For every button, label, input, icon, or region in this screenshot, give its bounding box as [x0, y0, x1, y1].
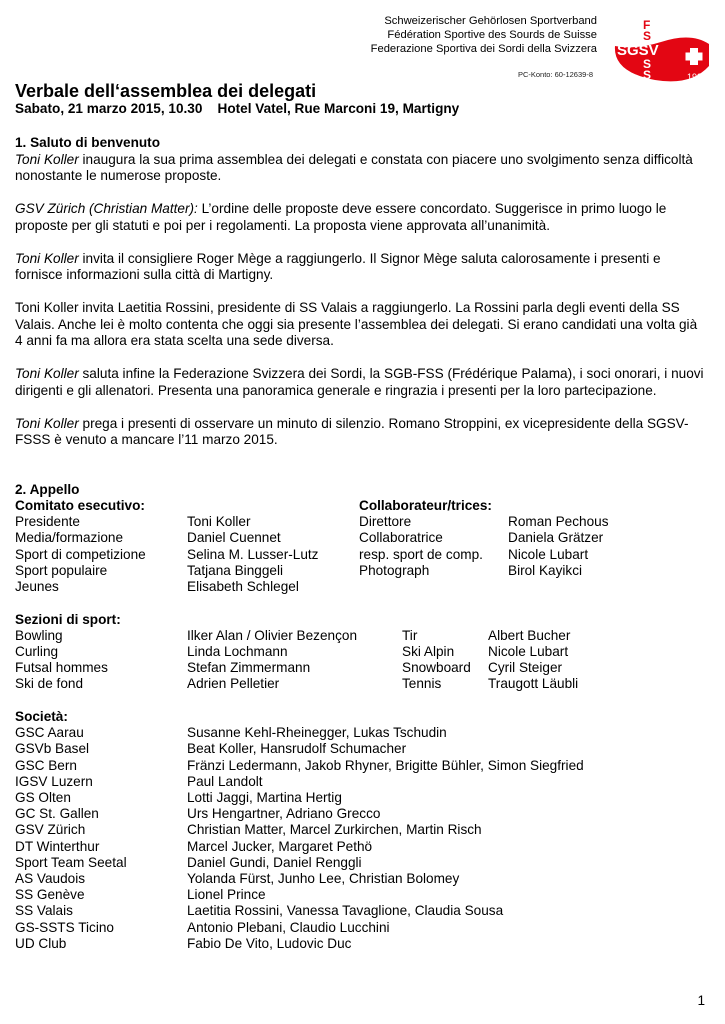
paragraph-6: Toni Koller prega i presenti di osservare un minuto di silenzio. Romano Stroppini, ex vicepresidente della SGSV-FSSS è venuto a mancare l’11 marzo 2015. [15, 415, 689, 447]
table-row: GS-SSTS Ticino Antonio Plebani, Claudio Lucchini [15, 919, 390, 935]
logo-letter-4: S [643, 68, 652, 82]
organization-names [371, 14, 597, 56]
comitato-table [15, 498, 705, 595]
collab-heading: Collaborateur/trices: [359, 498, 492, 513]
document-body [15, 135, 705, 952]
societa-table [15, 709, 705, 952]
section-2-heading: 2. Appello [15, 481, 80, 497]
table-row: SS Valais Laetitia Rossini, Vanessa Tavaglione, Claudia Sousa [15, 903, 504, 919]
table-row: Sport di competizione Selina M. Lusser-Lutz resp. sport de comp. Nicole Lubart [15, 546, 589, 562]
table-row: Media/formazione Daniel Cuennet Collaboratrice Daniela Grätzer [15, 530, 604, 546]
section-1-heading: 1. Saluto di benvenuto [15, 135, 161, 150]
paragraph-3: Toni Koller invita il consigliere Roger Mège a raggiungerlo. Il Signor Mège saluta calorosamente i presenti e fornisce informazioni sulla città di Martigny. [15, 250, 661, 282]
table-row: DT Winterthur Marcel Jucker, Margaret Pethö [15, 838, 373, 854]
speaker-name: Toni Koller [15, 366, 79, 381]
speaker-name: Toni Koller [15, 415, 79, 431]
sezioni-table [15, 612, 705, 693]
table-row: Curling Linda Lochmann Ski Alpin Nicole Lubart [15, 644, 569, 659]
sezioni-heading: Sezioni di sport: [15, 611, 121, 627]
paragraph-4: Toni Koller invita Laetitia Rossini, presidente di SS Valais a raggiungerlo. La Rossini parla degli eventi della SS Valais. Anche lei è molto contenta che oggi sia presente l’assemblea dei delegati. Si erano candidati una volta già 4 anni fa ma allora era stata scelta una sede diversa. [15, 300, 698, 348]
table-row: UD Club Fabio De Vito, Ludovic Duc [15, 935, 352, 951]
table-row: Bowling Ilker Alan / Olivier Bezençon Tir Albert Bucher [15, 627, 571, 643]
comitato-heading: Comitato esecutivo: [15, 498, 145, 513]
table-row: Ski de fond Adrien Pelletier Tennis Traugott Läubli [15, 676, 579, 692]
speaker-name: Toni Koller [15, 151, 79, 167]
org-name-it: Federazione Sportiva dei Sordi della Svizzera [370, 43, 597, 55]
table-row: GS Olten Lotti Jaggi, Martina Hertig [15, 790, 342, 805]
speaker-name: Toni Koller [15, 250, 79, 266]
table-row: Presidente Toni Koller Direttore Roman Pechous [15, 514, 609, 530]
table-row: GC St. Gallen Urs Hengartner, Adriano Grecco [15, 806, 381, 822]
logo-letter-3: S [643, 57, 652, 71]
paragraph-5: Toni Koller saluta infine la Federazione Svizzera dei Sordi, la SGB-FSS (Frédérique Palama), i soci onorari, i nuovi dirigenti e gli allenatori. Presenta una panoramica generale e ringrazia i presenti per la loro partecipazione. [15, 366, 704, 398]
speaker-name: GSV Zürich (Christian Matter): [15, 201, 198, 216]
logo-letter-2: S [643, 29, 652, 43]
table-row: GSC Bern Fränzi Ledermann, Jakob Rhyner, Brigitte Bühler, Simon Siegfried [15, 757, 584, 773]
paragraph-2: GSV Zürich (Christian Matter): L’ordine delle proposte deve essere concordato. Suggerisce in primo luogo le proposte per gli statuti e poi per i regolamenti. La proposta viene approvata all’unanimità. [15, 201, 667, 233]
societa-heading: Società: [15, 709, 68, 725]
table-row: GSC Aarau Susanne Kehl-Rheinegger, Lukas Tschudin [15, 725, 447, 741]
table-row: IGSV Luzern Paul Landolt [15, 773, 263, 789]
paragraph-1: Toni Koller inaugura la sua prima assemblea dei delegati e constata con piacere uno svolgimento senza difficoltà nonostante le numerose proposte. [15, 151, 693, 183]
logo-year: 1930 [687, 72, 708, 82]
table-row: GSV Zürich Christian Matter, Marcel Zurkirchen, Martin Risch [15, 822, 482, 838]
page-number: 1 [697, 993, 705, 1008]
table-row: Sport Team Seetal Daniel Gundi, Daniel Renggli [15, 854, 362, 870]
org-name-de: Schweizerischer Gehörlosen Sportverband [384, 15, 597, 27]
logo-text: SGSV [617, 42, 659, 59]
table-row: Jeunes Elisabeth Schlegel [15, 578, 299, 594]
logo-letter-1: F [643, 18, 651, 32]
table-row: SS Genève Lionel Prince [15, 887, 266, 903]
document-title: Verbale dell‘assemblea dei delegati [15, 81, 317, 101]
org-name-fr: Fédération Sportive des Sourds de Suisse [387, 29, 597, 41]
table-row: GSVb Basel Beat Koller, Hansrudolf Schumacher [15, 741, 407, 757]
sgsv-logo [611, 10, 711, 90]
table-row: Sport populaire Tatjana Binggeli Photograph Birol Kayikci [15, 562, 583, 578]
table-row: AS Vaudois Yolanda Fürst, Junho Lee, Christian Bolomey [15, 870, 460, 886]
table-row: Futsal hommes Stefan Zimmermann Snowboard Cyril Steiger [15, 660, 563, 676]
meeting-info: Sabato, 21 marzo 2015, 10.30 Hotel Vatel, Rue Marconi 19, Martigny [15, 101, 460, 116]
pc-account: PC-Konto: 60-12639-8 [517, 70, 593, 79]
